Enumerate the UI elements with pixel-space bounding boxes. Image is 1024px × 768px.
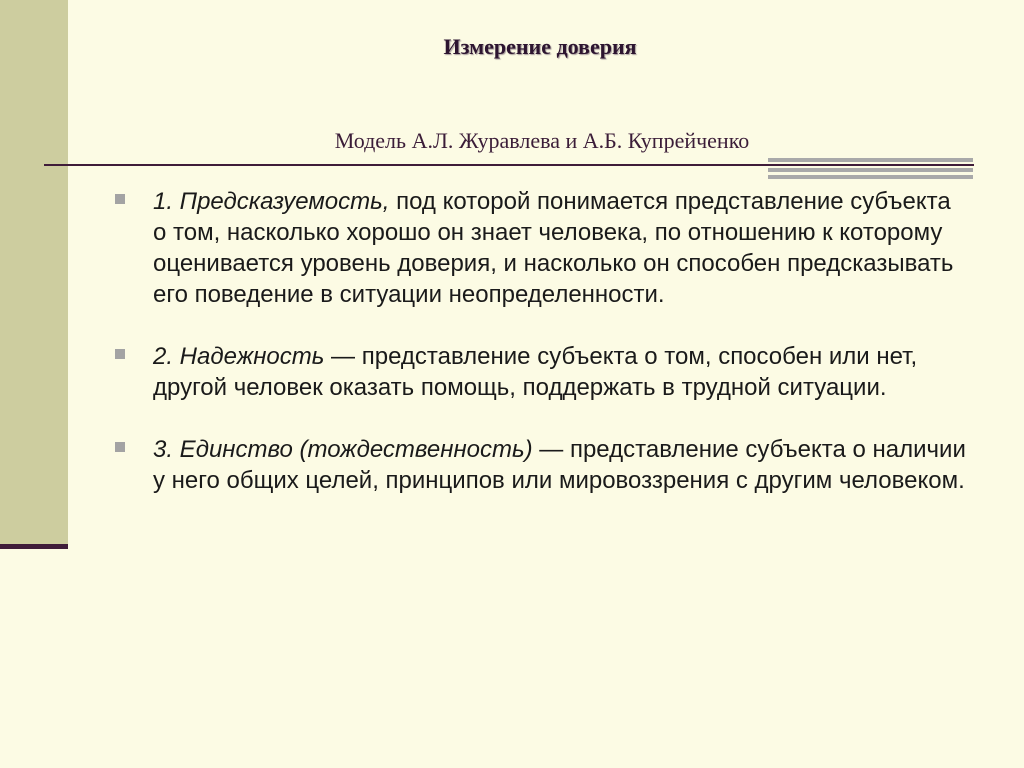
- side-accent-bar: [0, 544, 68, 549]
- side-band: [0, 0, 68, 547]
- bullet-text: под которой понимается представление субъекта о том, насколько хорошо он знает человека, по отношению к которому оценивается уровень доверия, и насколько он способен предсказывать его поведение в ситуации неопределенности.: [153, 188, 954, 308]
- bullet-text: — представление субъекта о том, способен или нет, другой человек оказать помощь, поддержать в трудной ситуации.: [153, 343, 918, 401]
- bullet-text: — представление субъекта о наличии у него общих целей, принципов или мировоззрения с другим человеком.: [153, 436, 966, 494]
- bullet-item-unity: [110, 434, 970, 496]
- bullet-list: [110, 186, 970, 527]
- bullet-item-predictability: [110, 186, 970, 310]
- slide-title: Измерение доверия: [443, 34, 637, 59]
- bullet-term: 2. Надежность: [153, 343, 325, 370]
- divider-gray-stripe: [768, 175, 973, 179]
- title-divider: [44, 164, 974, 166]
- slide-subtitle: Модель А.Л. Журавлева и А.Б. Купрейченко: [334, 128, 750, 153]
- bullet-term: 1. Предсказуемость,: [153, 188, 390, 215]
- divider-gray-stripe: [768, 168, 973, 172]
- bullet-square-icon: [115, 442, 125, 452]
- divider-gray-stripe: [768, 158, 973, 162]
- bullet-square-icon: [115, 349, 125, 359]
- bullet-item-reliability: [110, 341, 970, 403]
- bullet-term: 3. Единство (тождественность): [153, 436, 533, 463]
- bullet-square-icon: [115, 194, 125, 204]
